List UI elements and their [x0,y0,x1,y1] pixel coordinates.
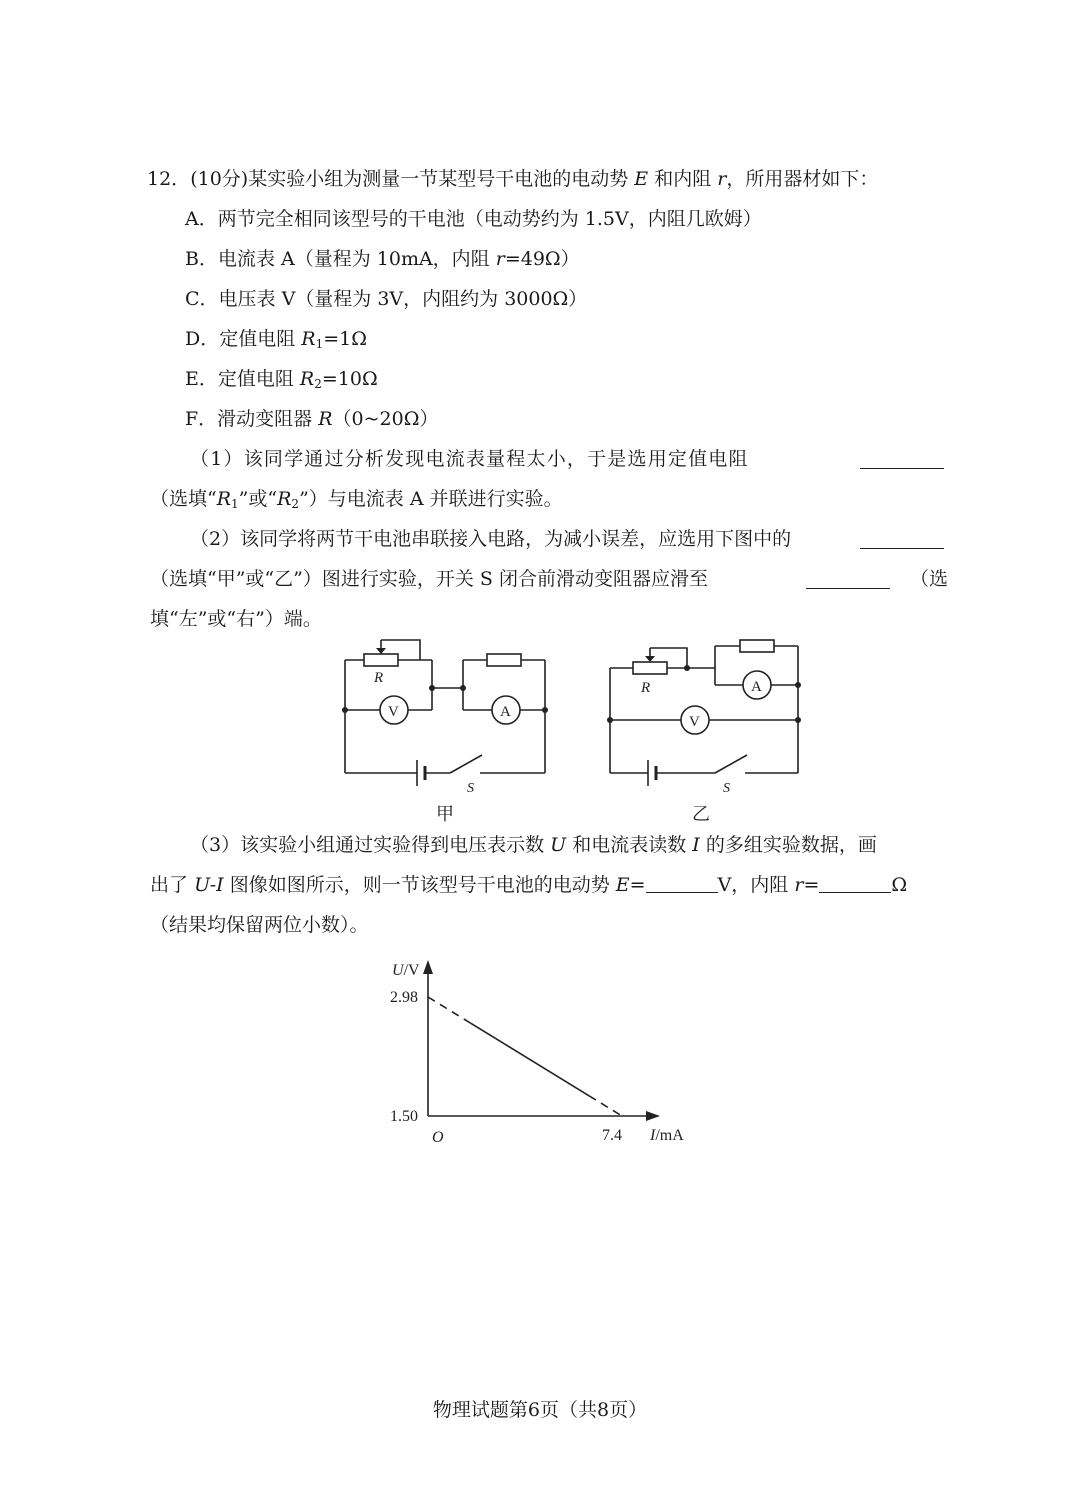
y-tick-label: 2.98 [390,989,418,1006]
part3-line3: （结果均保留两位小数）。 [150,914,369,936]
fixed-resistor [487,654,521,666]
part2-line1: （2）该同学将两节干电池串联接入电路，为减小误差，应选用下图中的 [190,528,792,550]
page-footer: 物理试题第6页（共8页） [432,1399,648,1421]
question-score: (10分) [190,168,249,190]
x-axis-label: I/mA [650,1127,684,1144]
label-V: V [388,704,399,720]
x-axis-arrow [646,1111,660,1121]
answer-blank-5[interactable] [819,874,891,893]
part2-line2-tail: （选 [910,568,949,590]
circuit-jia-diagram [330,630,560,830]
y-tick-label: 1.50 [390,1108,418,1125]
answer-blank-2[interactable] [860,530,944,549]
part2-line3: 填“左”或“右”）端。 [150,608,322,630]
part3-line2: 出了 U-I 图像如图所示，则一节该型号干电池的电动势 E= V，内阻 r= Ω [150,874,908,896]
option-b: B．电流表 A（量程为 10mA，内阻 r=49Ω） [185,248,580,270]
option-e: E．定值电阻 $R_2=10\Omega$ [185,368,378,391]
x-tick-label: 7.4 [602,1127,622,1144]
label-V: V [689,714,700,730]
rheostat-resistor [364,654,398,666]
answer-blank-3[interactable] [806,570,890,589]
y-axis-arrow [423,960,433,974]
data-line [471,1023,589,1096]
data-line-extrapolated-right [589,1096,622,1116]
question-stem: 12．(10分)某实验小组为测量一节某型号干电池的电动势 E 和内阻 r，所用器材如下： [147,168,879,190]
label-S: S [467,781,474,796]
question-number: 12． [147,168,191,190]
option-a: A．两节完全相同该型号的干电池（电动势约为 1.5V，内阻几欧姆） [185,208,762,230]
label-A: A [500,704,511,720]
label-S: S [723,781,730,796]
answer-blank-4[interactable] [646,874,718,893]
label-R: R [641,680,651,696]
part3-line1: （3）该实验小组通过实验得到电压表示数 U 和电流表读数 I 的多组实验数据，画 [190,834,877,856]
origin-label: O [432,1129,444,1146]
switch-icon [715,755,747,773]
switch-icon [450,755,482,773]
label-R: R [374,670,384,686]
answer-blank-1[interactable] [860,450,944,469]
circuit-yi-diagram [595,630,825,830]
y-axis-label: U/V [392,962,420,979]
u-i-chart [380,950,700,1150]
part1-line2: （选填“$R_1$”或“$R_2$”）与电流表 A 并联进行实验。 [150,488,563,511]
option-f: F．滑动变阻器 R（0~20Ω） [185,408,439,430]
option-c: C．电压表 V（量程为 3V，内阻约为 3000Ω） [185,288,588,310]
part1-line1: （1）该同学通过分析发现电流表量程太小，于是选用定值电阻 [190,448,749,470]
fixed-resistor [740,640,774,652]
data-line-extrapolated-left [428,997,471,1023]
part2-line2: （选填“甲”或“乙”）图进行实验，开关 S 闭合前滑动变阻器应滑至 [150,568,708,590]
label-A: A [751,679,762,695]
rheostat-resistor [633,662,667,674]
option-d: D．定值电阻 $R_1=1\Omega$ [185,328,367,351]
circuit-yi-label: 乙 [692,804,710,825]
circuit-jia-label: 甲 [436,804,454,825]
